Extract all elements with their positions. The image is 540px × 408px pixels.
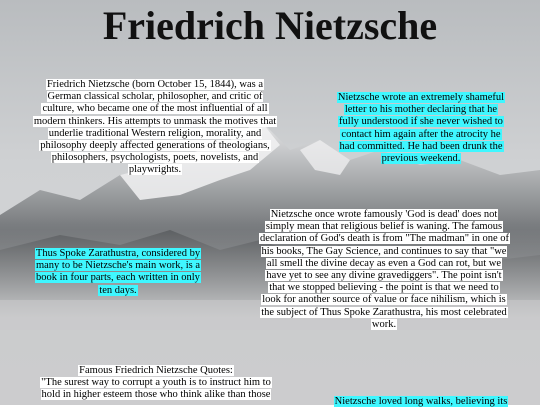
bio-text-block	[32, 79, 278, 177]
letter-text-block	[335, 92, 507, 165]
quote-text: "The surest way to corrupt a youth is to instruct him to hold in higher esteem those who think alike than those	[41, 377, 271, 401]
zarathustra-text-block	[32, 248, 204, 297]
god-is-dead-text-block	[259, 209, 509, 331]
walks-text-block	[331, 396, 511, 408]
page-title: Friedrich Nietzsche	[102, 3, 438, 48]
bio-text: Friedrich Nietzsche (born October 15, 1844), was a German classical scholar, philosopher, and critic of culture, who became one of the most influential of all modern thinkers. His attempts to unmask the motives that underlie traditional Western religion, morality, and philosophy deeply affected generations of theologians, philosophers, psychologists, poets, novelists, and playwrights.	[33, 79, 277, 176]
quotes-heading: Famous Friedrich Nietzsche Quotes:	[79, 365, 233, 376]
letter-text: Nietzsche wrote an extremely shameful letter to his mother declaring that he fully understood if she never wished to contact him again after the atrocity he had committed. He had been drunk the previous weekend.	[337, 92, 505, 165]
quotes-text-block	[36, 365, 276, 402]
walks-text: Nietzsche loved long walks, believing its	[334, 396, 508, 407]
zarathustra-text: Thus Spoke Zarathustra, considered by many to be Nietzsche's main work, is a book in four parts, each written in only ten days.	[35, 248, 201, 296]
god-is-dead-text: Nietzsche once wrote famously 'God is dead' does not simply mean that religious belief is waning. The famous declaration of God's death is from "The madman" in one of his books, The Gay Science, and continues to say that "we all smell the divine decay as even a God can rot, but we have yet to see any divine gravediggers". The point isn't that we stopped believing - the point is that we need to look for another source of value or face nihilism, which is the subject of Thus Spoke Zarathustra, his most celebrated work.	[260, 209, 509, 330]
